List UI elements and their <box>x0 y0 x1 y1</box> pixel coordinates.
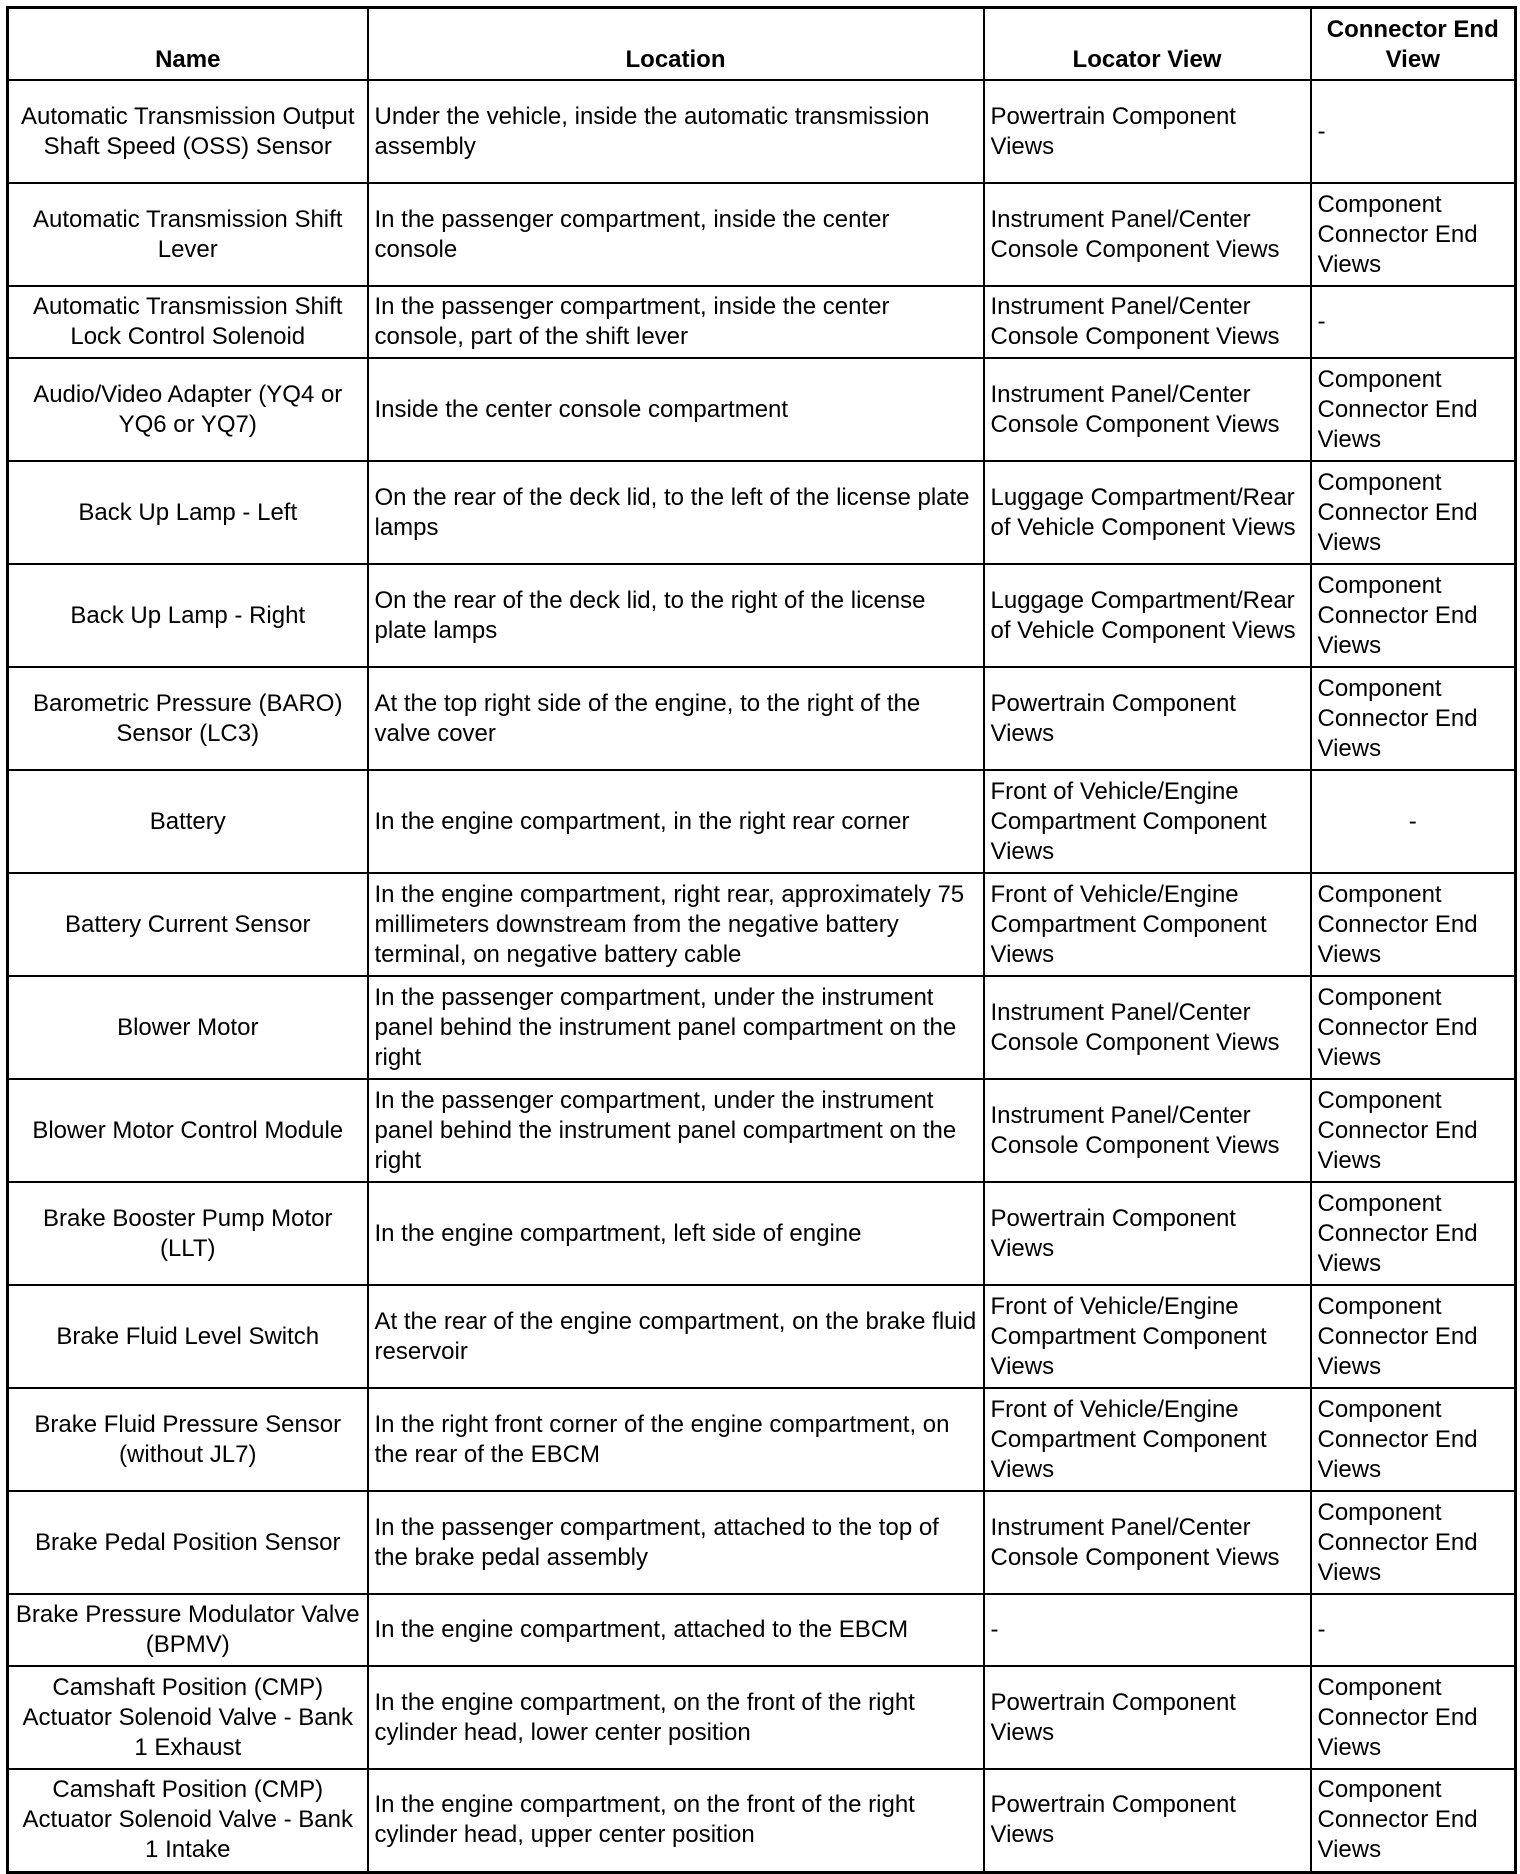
table-row <box>8 80 1516 183</box>
cell-connector-end-view: - <box>1311 80 1516 183</box>
cell-location: In the right front corner of the engine compartment, on the rear of the EBCM <box>368 1388 984 1491</box>
cell-connector-end-view: Component Connector End Views <box>1311 976 1516 1079</box>
table-row <box>8 1388 1516 1491</box>
cell-location: On the rear of the deck lid, to the right of the license plate lamps <box>368 564 984 667</box>
table-row <box>8 564 1516 667</box>
cell-name: Brake Fluid Level Switch <box>8 1285 368 1388</box>
cell-connector-end-view: Component Connector End Views <box>1311 1388 1516 1491</box>
cell-location: In the passenger compartment, under the instrument panel behind the instrument panel compartment on the right <box>368 1079 984 1182</box>
cell-name: Brake Pressure Modulator Valve (BPMV) <box>8 1594 368 1666</box>
component-locator-table <box>6 6 1517 1874</box>
cell-location: In the engine compartment, right rear, approximately 75 millimeters downstream from the negative battery terminal, on negative battery cable <box>368 873 984 976</box>
header-locator-view: Locator View <box>984 8 1311 81</box>
cell-connector-end-view: Component Connector End Views <box>1311 1285 1516 1388</box>
cell-name: Blower Motor <box>8 976 368 1079</box>
cell-name: Back Up Lamp - Right <box>8 564 368 667</box>
table-row <box>8 461 1516 564</box>
cell-name: Battery Current Sensor <box>8 873 368 976</box>
cell-location: Inside the center console compartment <box>368 358 984 461</box>
cell-locator-view: Instrument Panel/Center Console Component Views <box>984 976 1311 1079</box>
table-row <box>8 873 1516 976</box>
cell-connector-end-view: Component Connector End Views <box>1311 1769 1516 1872</box>
table-row <box>8 1769 1516 1872</box>
cell-name: Brake Fluid Pressure Sensor (without JL7) <box>8 1388 368 1491</box>
cell-locator-view: Front of Vehicle/Engine Compartment Component Views <box>984 873 1311 976</box>
cell-location: In the passenger compartment, attached to the top of the brake pedal assembly <box>368 1491 984 1594</box>
cell-name: Back Up Lamp - Left <box>8 461 368 564</box>
cell-locator-view: Instrument Panel/Center Console Component Views <box>984 286 1311 358</box>
cell-name: Brake Booster Pump Motor (LLT) <box>8 1182 368 1285</box>
cell-location: On the rear of the deck lid, to the left of the license plate lamps <box>368 461 984 564</box>
cell-locator-view: Front of Vehicle/Engine Compartment Component Views <box>984 770 1311 873</box>
table-row <box>8 770 1516 873</box>
table-row <box>8 286 1516 358</box>
header-name: Name <box>8 8 368 81</box>
table-row <box>8 1079 1516 1182</box>
cell-name: Automatic Transmission Output Shaft Speed (OSS) Sensor <box>8 80 368 183</box>
cell-connector-end-view: Component Connector End Views <box>1311 1182 1516 1285</box>
cell-location: In the passenger compartment, under the instrument panel behind the instrument panel compartment on the right <box>368 976 984 1079</box>
cell-name: Camshaft Position (CMP) Actuator Solenoid Valve - Bank 1 Exhaust <box>8 1666 368 1769</box>
cell-name: Blower Motor Control Module <box>8 1079 368 1182</box>
cell-connector-end-view: Component Connector End Views <box>1311 667 1516 770</box>
table-row <box>8 1666 1516 1769</box>
cell-locator-view: Luggage Compartment/Rear of Vehicle Component Views <box>984 564 1311 667</box>
cell-connector-end-view: Component Connector End Views <box>1311 183 1516 286</box>
cell-connector-end-view: - <box>1311 1594 1516 1666</box>
cell-location: At the rear of the engine compartment, on the brake fluid reservoir <box>368 1285 984 1388</box>
table-row <box>8 1182 1516 1285</box>
cell-locator-view: Powertrain Component Views <box>984 80 1311 183</box>
component-locator-table-container <box>6 6 1517 1874</box>
cell-connector-end-view: Component Connector End Views <box>1311 1079 1516 1182</box>
cell-connector-end-view: Component Connector End Views <box>1311 358 1516 461</box>
cell-connector-end-view: - <box>1311 286 1516 358</box>
cell-location: In the engine compartment, in the right rear corner <box>368 770 984 873</box>
cell-locator-view: Front of Vehicle/Engine Compartment Component Views <box>984 1285 1311 1388</box>
header-location: Location <box>368 8 984 81</box>
cell-locator-view: Powertrain Component Views <box>984 1182 1311 1285</box>
cell-locator-view: Instrument Panel/Center Console Component Views <box>984 1491 1311 1594</box>
cell-locator-view: Instrument Panel/Center Console Component Views <box>984 183 1311 286</box>
cell-name: Audio/Video Adapter (YQ4 or YQ6 or YQ7) <box>8 358 368 461</box>
cell-connector-end-view: - <box>1311 770 1516 873</box>
table-row <box>8 358 1516 461</box>
cell-connector-end-view: Component Connector End Views <box>1311 461 1516 564</box>
table-row <box>8 1491 1516 1594</box>
cell-locator-view: Instrument Panel/Center Console Component Views <box>984 1079 1311 1182</box>
cell-locator-view: - <box>984 1594 1311 1666</box>
cell-location: Under the vehicle, inside the automatic transmission assembly <box>368 80 984 183</box>
cell-location: In the passenger compartment, inside the center console, part of the shift lever <box>368 286 984 358</box>
cell-locator-view: Luggage Compartment/Rear of Vehicle Component Views <box>984 461 1311 564</box>
cell-location: In the engine compartment, attached to the EBCM <box>368 1594 984 1666</box>
cell-connector-end-view: Component Connector End Views <box>1311 564 1516 667</box>
cell-location: At the top right side of the engine, to the right of the valve cover <box>368 667 984 770</box>
cell-location: In the engine compartment, on the front of the right cylinder head, lower center position <box>368 1666 984 1769</box>
cell-locator-view: Front of Vehicle/Engine Compartment Component Views <box>984 1388 1311 1491</box>
cell-locator-view: Instrument Panel/Center Console Component Views <box>984 358 1311 461</box>
cell-connector-end-view: Component Connector End Views <box>1311 1491 1516 1594</box>
cell-name: Brake Pedal Position Sensor <box>8 1491 368 1594</box>
table-row <box>8 183 1516 286</box>
cell-location: In the engine compartment, on the front of the right cylinder head, upper center position <box>368 1769 984 1872</box>
cell-locator-view: Powertrain Component Views <box>984 1769 1311 1872</box>
cell-connector-end-view: Component Connector End Views <box>1311 873 1516 976</box>
cell-name: Camshaft Position (CMP) Actuator Solenoid Valve - Bank 1 Intake <box>8 1769 368 1872</box>
cell-name: Automatic Transmission Shift Lock Control Solenoid <box>8 286 368 358</box>
table-row <box>8 976 1516 1079</box>
cell-name: Automatic Transmission Shift Lever <box>8 183 368 286</box>
header-row <box>8 8 1516 81</box>
cell-location: In the passenger compartment, inside the center console <box>368 183 984 286</box>
cell-name: Barometric Pressure (BARO) Sensor (LC3) <box>8 667 368 770</box>
table-row <box>8 1285 1516 1388</box>
table-row <box>8 667 1516 770</box>
cell-locator-view: Powertrain Component Views <box>984 667 1311 770</box>
header-connector-end-view: Connector End View <box>1311 8 1516 81</box>
cell-connector-end-view: Component Connector End Views <box>1311 1666 1516 1769</box>
cell-locator-view: Powertrain Component Views <box>984 1666 1311 1769</box>
table-row <box>8 1594 1516 1666</box>
cell-name: Battery <box>8 770 368 873</box>
cell-location: In the engine compartment, left side of engine <box>368 1182 984 1285</box>
